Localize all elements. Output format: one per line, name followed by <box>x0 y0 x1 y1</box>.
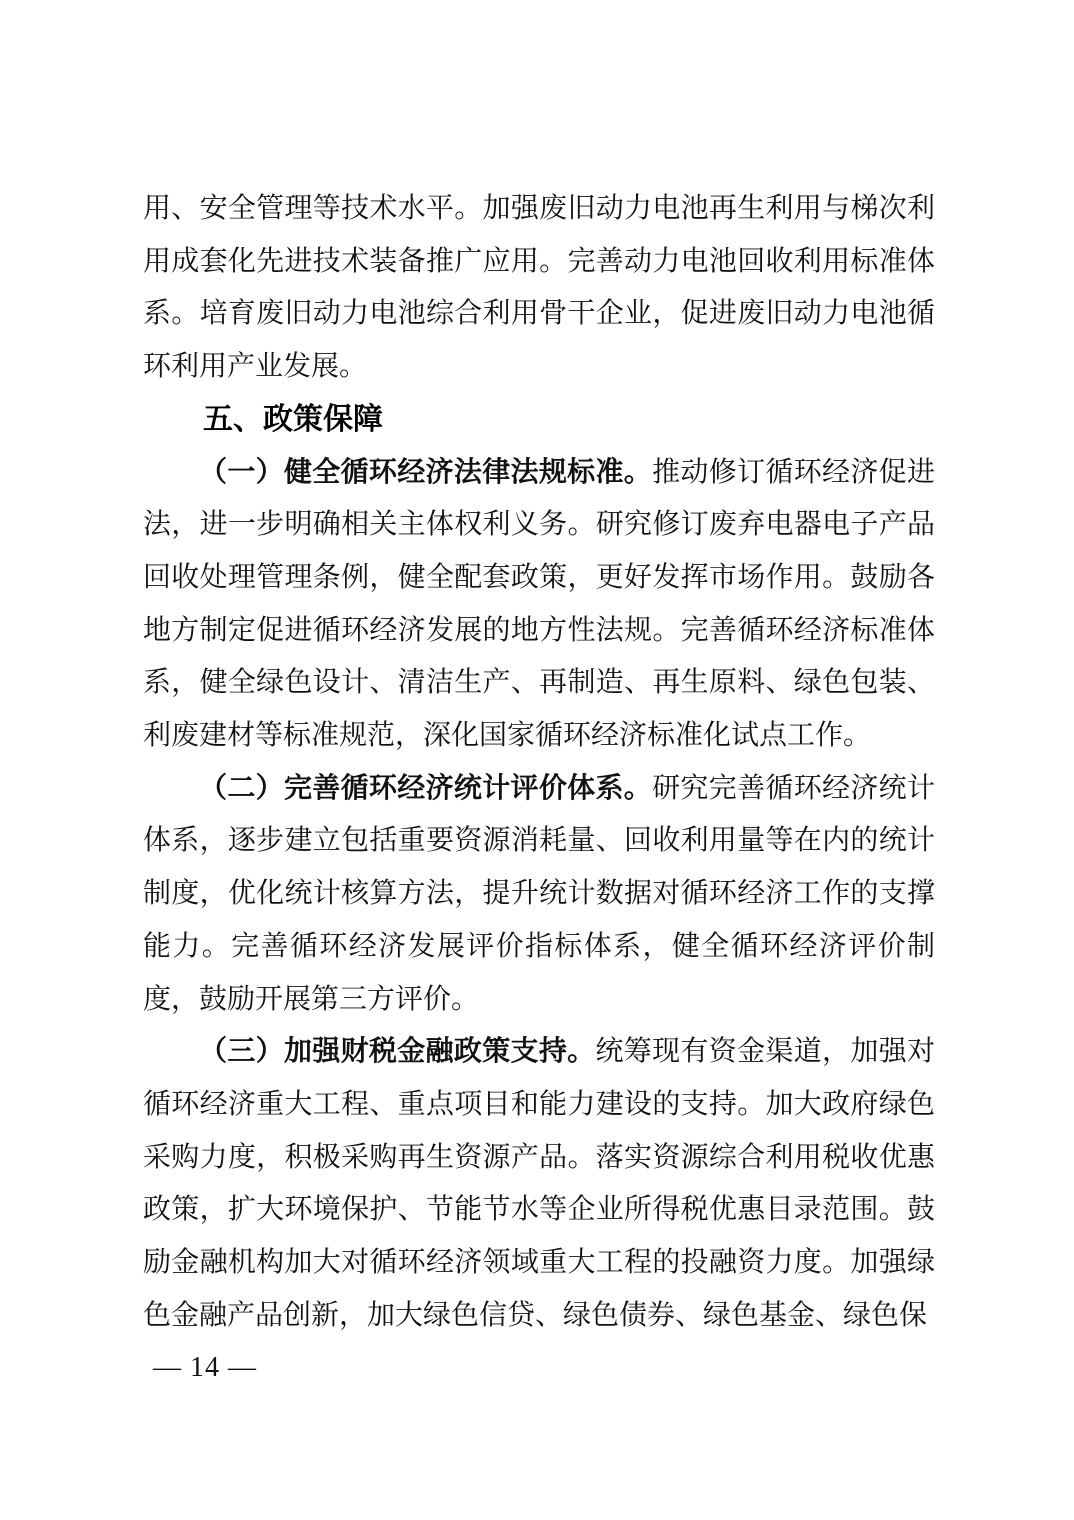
document-body <box>143 183 935 1342</box>
paragraph-3-text: 统筹现有资金渠道，加强对循环经济重大工程、重点项目和能力建设的支持。加大政府绿色采购力度，积极采购再生资源产品。落实资源综合利用税收优惠政策，扩大环境保护、节能节水等企业所得税优惠目录范围。鼓励金融机构加大对循环经济领域重大工程的投融资力度。加强绿色金融产品创新，加大绿色信贷、绿色债券、绿色基金、绿色保 <box>143 1036 935 1331</box>
paragraph-3-lead: （三）加强财税金融政策支持。 <box>199 1036 596 1068</box>
paragraph-2-lead: （二）完善循环经济统计评价体系。 <box>199 772 653 804</box>
paragraph-1 <box>143 447 935 763</box>
paragraph-2 <box>143 763 935 1027</box>
paragraph-continuation: 用、安全管理等技术水平。加强废旧动力电池再生利用与梯次利用成套化先进技术装备推广应用。完善动力电池回收利用标准体系。培育废旧动力电池综合利用骨干企业，促进废旧动力电池循环利用产业发展。 <box>143 193 935 383</box>
paragraph-1-lead: （一）健全循环经济法律法规标准。 <box>199 456 653 488</box>
paragraph-2-text: 研究完善循环经济统计体系，逐步建立包括重要资源消耗量、回收利用量等在内的统计制度，优化统计核算方法，提升统计数据对循环经济工作的支撑能力。完善循环经济发展评价指标体系，健全循环经济评价制度，鼓励开展第三方评价。 <box>143 772 935 1015</box>
section-heading: 五、政策保障 <box>203 402 383 436</box>
paragraph-1-text: 推动修订循环经济促进法，进一步明确相关主体权利义务。研究修订废弃电器电子产品回收处理管理条例，健全配套政策，更好发挥市场作用。鼓励各地方制定促进循环经济发展的地方性法规。完善循环经济标准体系，健全绿色设计、清洁生产、再制造、再生原料、绿色包装、利废建材等标准规范，深化国家循环经济标准化试点工作。 <box>143 456 935 752</box>
page-number: — 14 — <box>153 1352 257 1383</box>
paragraph-3 <box>143 1026 935 1342</box>
